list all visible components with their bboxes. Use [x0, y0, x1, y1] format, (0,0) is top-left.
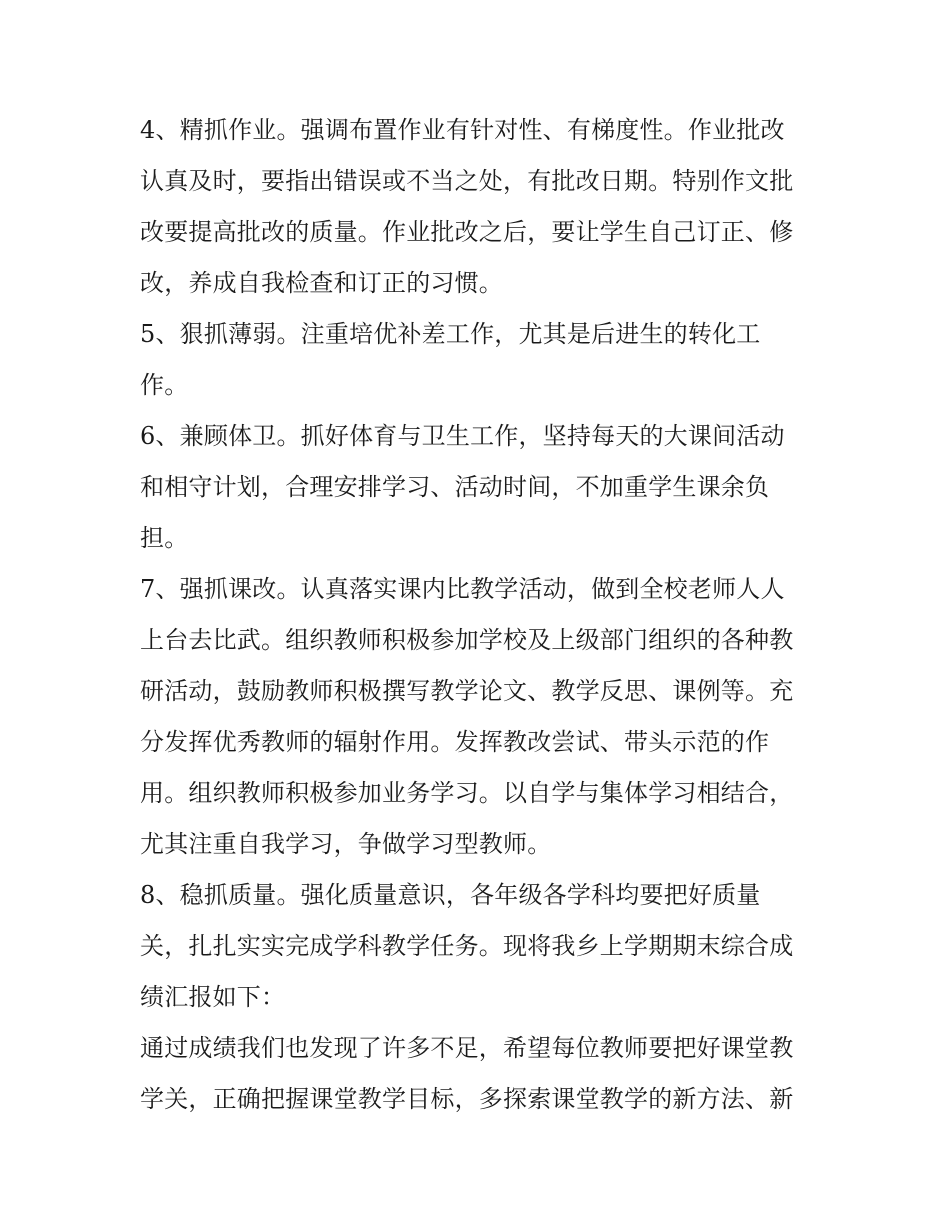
text-line-17: 关，扎扎实实完成学科教学任务。现将我乡上学期期末综合成 [140, 932, 794, 960]
text-line-7: 6、兼顾体卫。抓好体育与卫生工作，坚持每天的大课间活动 [140, 422, 785, 450]
text-line-5: 5、狠抓薄弱。注重培优补差工作，尤其是后进生的转化工 [140, 320, 761, 348]
document-body [140, 105, 830, 1125]
text-line-4: 改，养成自我检查和订正的习惯。 [140, 269, 503, 297]
text-line-2: 认真及时，要指出错误或不当之处，有批改日期。特别作文批 [140, 167, 794, 195]
text-line-1: 4、精抓作业。强调布置作业有针对性、有梯度性。作业批改 [140, 116, 785, 144]
text-line-14: 用。组织教师积极参加业务学习。以自学与集体学习相结合， [140, 779, 794, 807]
text-line-16: 8、稳抓质量。强化质量意识，各年级各学科均要把好质量 [140, 881, 761, 909]
text-line-13: 分发挥优秀教师的辐射作用。发挥教改尝试、带头示范的作 [140, 728, 770, 756]
text-line-3: 改要提高批改的质量。作业批改之后，要让学生自己订正、修 [140, 218, 794, 246]
text-line-11: 上台去比武。组织教师积极参加学校及上级部门组织的各种教 [140, 626, 794, 654]
text-line-18: 绩汇报如下： [140, 983, 286, 1011]
text-line-19: 通过成绩我们也发现了许多不足，希望每位教师要把好课堂教 [140, 1034, 794, 1062]
text-line-6: 作。 [140, 371, 189, 399]
text-line-20: 学关，正确把握课堂教学目标，多探索课堂教学的新方法、新 [140, 1085, 794, 1113]
text-line-8: 和相守计划，合理安排学习、活动时间，不加重学生课余负 [140, 473, 770, 501]
text-line-15: 尤其注重自我学习，争做学习型教师。 [140, 830, 552, 858]
text-line-12: 研活动，鼓励教师积极撰写教学论文、教学反思、课例等。充 [140, 677, 794, 705]
text-line-9: 担。 [140, 524, 189, 552]
text-line-10: 7、强抓课改。认真落实课内比教学活动，做到全校老师人人 [140, 575, 785, 603]
